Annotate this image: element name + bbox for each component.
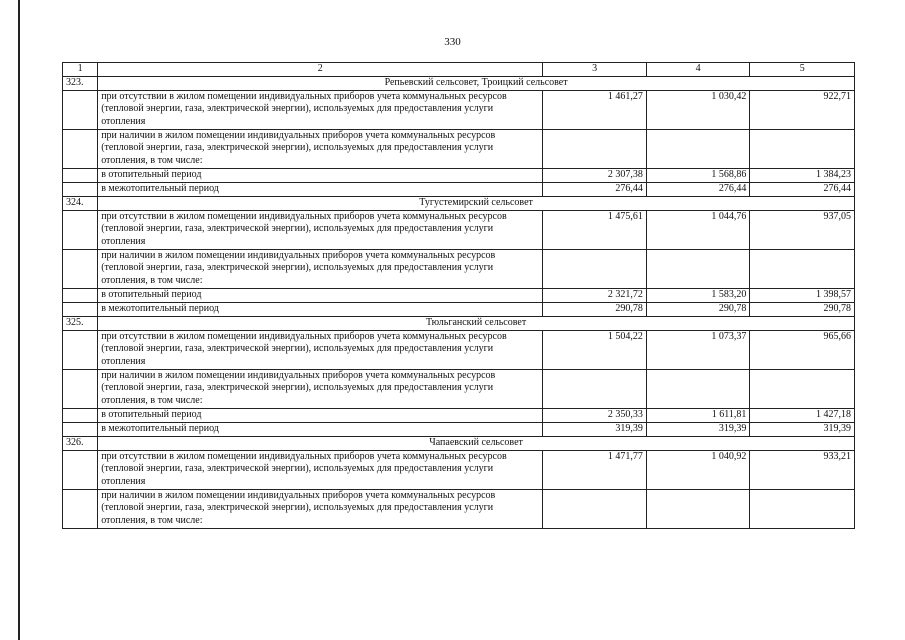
group-row xyxy=(63,76,855,90)
value-col-3: 2 321,72 xyxy=(543,288,647,302)
row-description: при отсутствии в жилом помещении индивидуальных приборов учета коммунальных ресурсов (тепловой энергии, газа, электрической энергии), используемых для предоставления услуги отопления xyxy=(98,330,543,369)
group-name: Тюльганский сельсовет xyxy=(98,316,855,330)
page-number: 330 xyxy=(444,36,461,48)
row-number-cell xyxy=(63,330,98,369)
row-number-cell xyxy=(63,302,98,316)
value-col-5: 290,78 xyxy=(750,302,855,316)
value-col-4: 1 030,42 xyxy=(646,90,750,129)
value-col-4: 276,44 xyxy=(646,182,750,196)
row-description: при наличии в жилом помещении индивидуальных приборов учета коммунальных ресурсов (тепловой энергии, газа, электрической энергии), используемых для предоставления услуги отопления, в том числе: xyxy=(98,129,543,168)
header-col-3: 3 xyxy=(543,63,647,77)
group-row xyxy=(63,436,855,450)
row-number-cell xyxy=(63,450,98,489)
value-col-3: 1 461,27 xyxy=(543,90,647,129)
value-col-5: 1 427,18 xyxy=(750,408,855,422)
tariff-table xyxy=(62,62,855,529)
row-description: при наличии в жилом помещении индивидуальных приборов учета коммунальных ресурсов (тепловой энергии, газа, электрической энергии), используемых для предоставления услуги отопления, в том числе: xyxy=(98,369,543,408)
value-col-4 xyxy=(646,369,750,408)
group-row xyxy=(63,316,855,330)
group-number: 325. xyxy=(63,316,98,330)
table-row xyxy=(63,330,855,369)
value-col-4: 1 044,76 xyxy=(646,210,750,249)
value-col-3: 319,39 xyxy=(543,422,647,436)
row-description: при наличии в жилом помещении индивидуальных приборов учета коммунальных ресурсов (тепловой энергии, газа, электрической энергии), используемых для предоставления услуги отопления, в том числе: xyxy=(98,249,543,288)
value-col-5 xyxy=(750,369,855,408)
group-name: Репьевский сельсовет, Троицкий сельсовет xyxy=(98,76,855,90)
table-row xyxy=(63,249,855,288)
header-col-2: 2 xyxy=(98,63,543,77)
row-description: в межотопительный период xyxy=(98,302,543,316)
table-row xyxy=(63,450,855,489)
row-number-cell xyxy=(63,90,98,129)
value-col-4 xyxy=(646,489,750,528)
value-col-5: 922,71 xyxy=(750,90,855,129)
value-col-4: 1 568,86 xyxy=(646,168,750,182)
value-col-4 xyxy=(646,129,750,168)
row-number-cell xyxy=(63,489,98,528)
row-number-cell xyxy=(63,249,98,288)
header-col-4: 4 xyxy=(646,63,750,77)
value-col-4: 290,78 xyxy=(646,302,750,316)
table-row xyxy=(63,489,855,528)
value-col-3 xyxy=(543,249,647,288)
row-description: при отсутствии в жилом помещении индивидуальных приборов учета коммунальных ресурсов (тепловой энергии, газа, электрической энергии), используемых для предоставления услуги отопления xyxy=(98,90,543,129)
table-row xyxy=(63,288,855,302)
value-col-5: 937,05 xyxy=(750,210,855,249)
value-col-3: 1 475,61 xyxy=(543,210,647,249)
table-row xyxy=(63,422,855,436)
table-row xyxy=(63,210,855,249)
value-col-3: 1 504,22 xyxy=(543,330,647,369)
value-col-5: 933,21 xyxy=(750,450,855,489)
group-number: 326. xyxy=(63,436,98,450)
value-col-4: 1 040,92 xyxy=(646,450,750,489)
row-number-cell xyxy=(63,422,98,436)
table-row xyxy=(63,302,855,316)
value-col-3: 2 307,38 xyxy=(543,168,647,182)
value-col-4: 1 611,81 xyxy=(646,408,750,422)
value-col-3: 1 471,77 xyxy=(543,450,647,489)
value-col-3: 2 350,33 xyxy=(543,408,647,422)
row-description: в межотопительный период xyxy=(98,182,543,196)
row-number-cell xyxy=(63,168,98,182)
scan-edge-line xyxy=(18,0,20,640)
group-name: Чапаевский сельсовет xyxy=(98,436,855,450)
value-col-5: 276,44 xyxy=(750,182,855,196)
value-col-5: 1 398,57 xyxy=(750,288,855,302)
row-number-cell xyxy=(63,408,98,422)
table-row xyxy=(63,182,855,196)
table-row xyxy=(63,129,855,168)
value-col-3: 276,44 xyxy=(543,182,647,196)
group-number: 323. xyxy=(63,76,98,90)
group-number: 324. xyxy=(63,196,98,210)
value-col-3: 290,78 xyxy=(543,302,647,316)
table-row xyxy=(63,168,855,182)
value-col-3 xyxy=(543,369,647,408)
row-number-cell xyxy=(63,182,98,196)
table-row xyxy=(63,369,855,408)
value-col-3 xyxy=(543,489,647,528)
value-col-3 xyxy=(543,129,647,168)
row-description: в межотопительный период xyxy=(98,422,543,436)
row-number-cell xyxy=(63,129,98,168)
header-col-5: 5 xyxy=(750,63,855,77)
value-col-5: 965,66 xyxy=(750,330,855,369)
value-col-4 xyxy=(646,249,750,288)
value-col-5 xyxy=(750,129,855,168)
table-row xyxy=(63,90,855,129)
row-description: при отсутствии в жилом помещении индивидуальных приборов учета коммунальных ресурсов (тепловой энергии, газа, электрической энергии), используемых для предоставления услуги отопления xyxy=(98,450,543,489)
value-col-5: 1 384,23 xyxy=(750,168,855,182)
row-description: при наличии в жилом помещении индивидуальных приборов учета коммунальных ресурсов (тепловой энергии, газа, электрической энергии), используемых для предоставления услуги отопления, в том числе: xyxy=(98,489,543,528)
row-number-cell xyxy=(63,369,98,408)
value-col-4: 319,39 xyxy=(646,422,750,436)
group-row xyxy=(63,196,855,210)
value-col-4: 1 073,37 xyxy=(646,330,750,369)
value-col-5: 319,39 xyxy=(750,422,855,436)
row-description: в отопительный период xyxy=(98,168,543,182)
header-row xyxy=(63,63,855,77)
row-description: в отопительный период xyxy=(98,288,543,302)
table-row xyxy=(63,408,855,422)
header-col-1: 1 xyxy=(63,63,98,77)
value-col-4: 1 583,20 xyxy=(646,288,750,302)
value-col-5 xyxy=(750,249,855,288)
row-number-cell xyxy=(63,210,98,249)
row-description: при отсутствии в жилом помещении индивидуальных приборов учета коммунальных ресурсов (тепловой энергии, газа, электрической энергии), используемых для предоставления услуги отопления xyxy=(98,210,543,249)
row-description: в отопительный период xyxy=(98,408,543,422)
group-name: Тугустемирский сельсовет xyxy=(98,196,855,210)
value-col-5 xyxy=(750,489,855,528)
row-number-cell xyxy=(63,288,98,302)
